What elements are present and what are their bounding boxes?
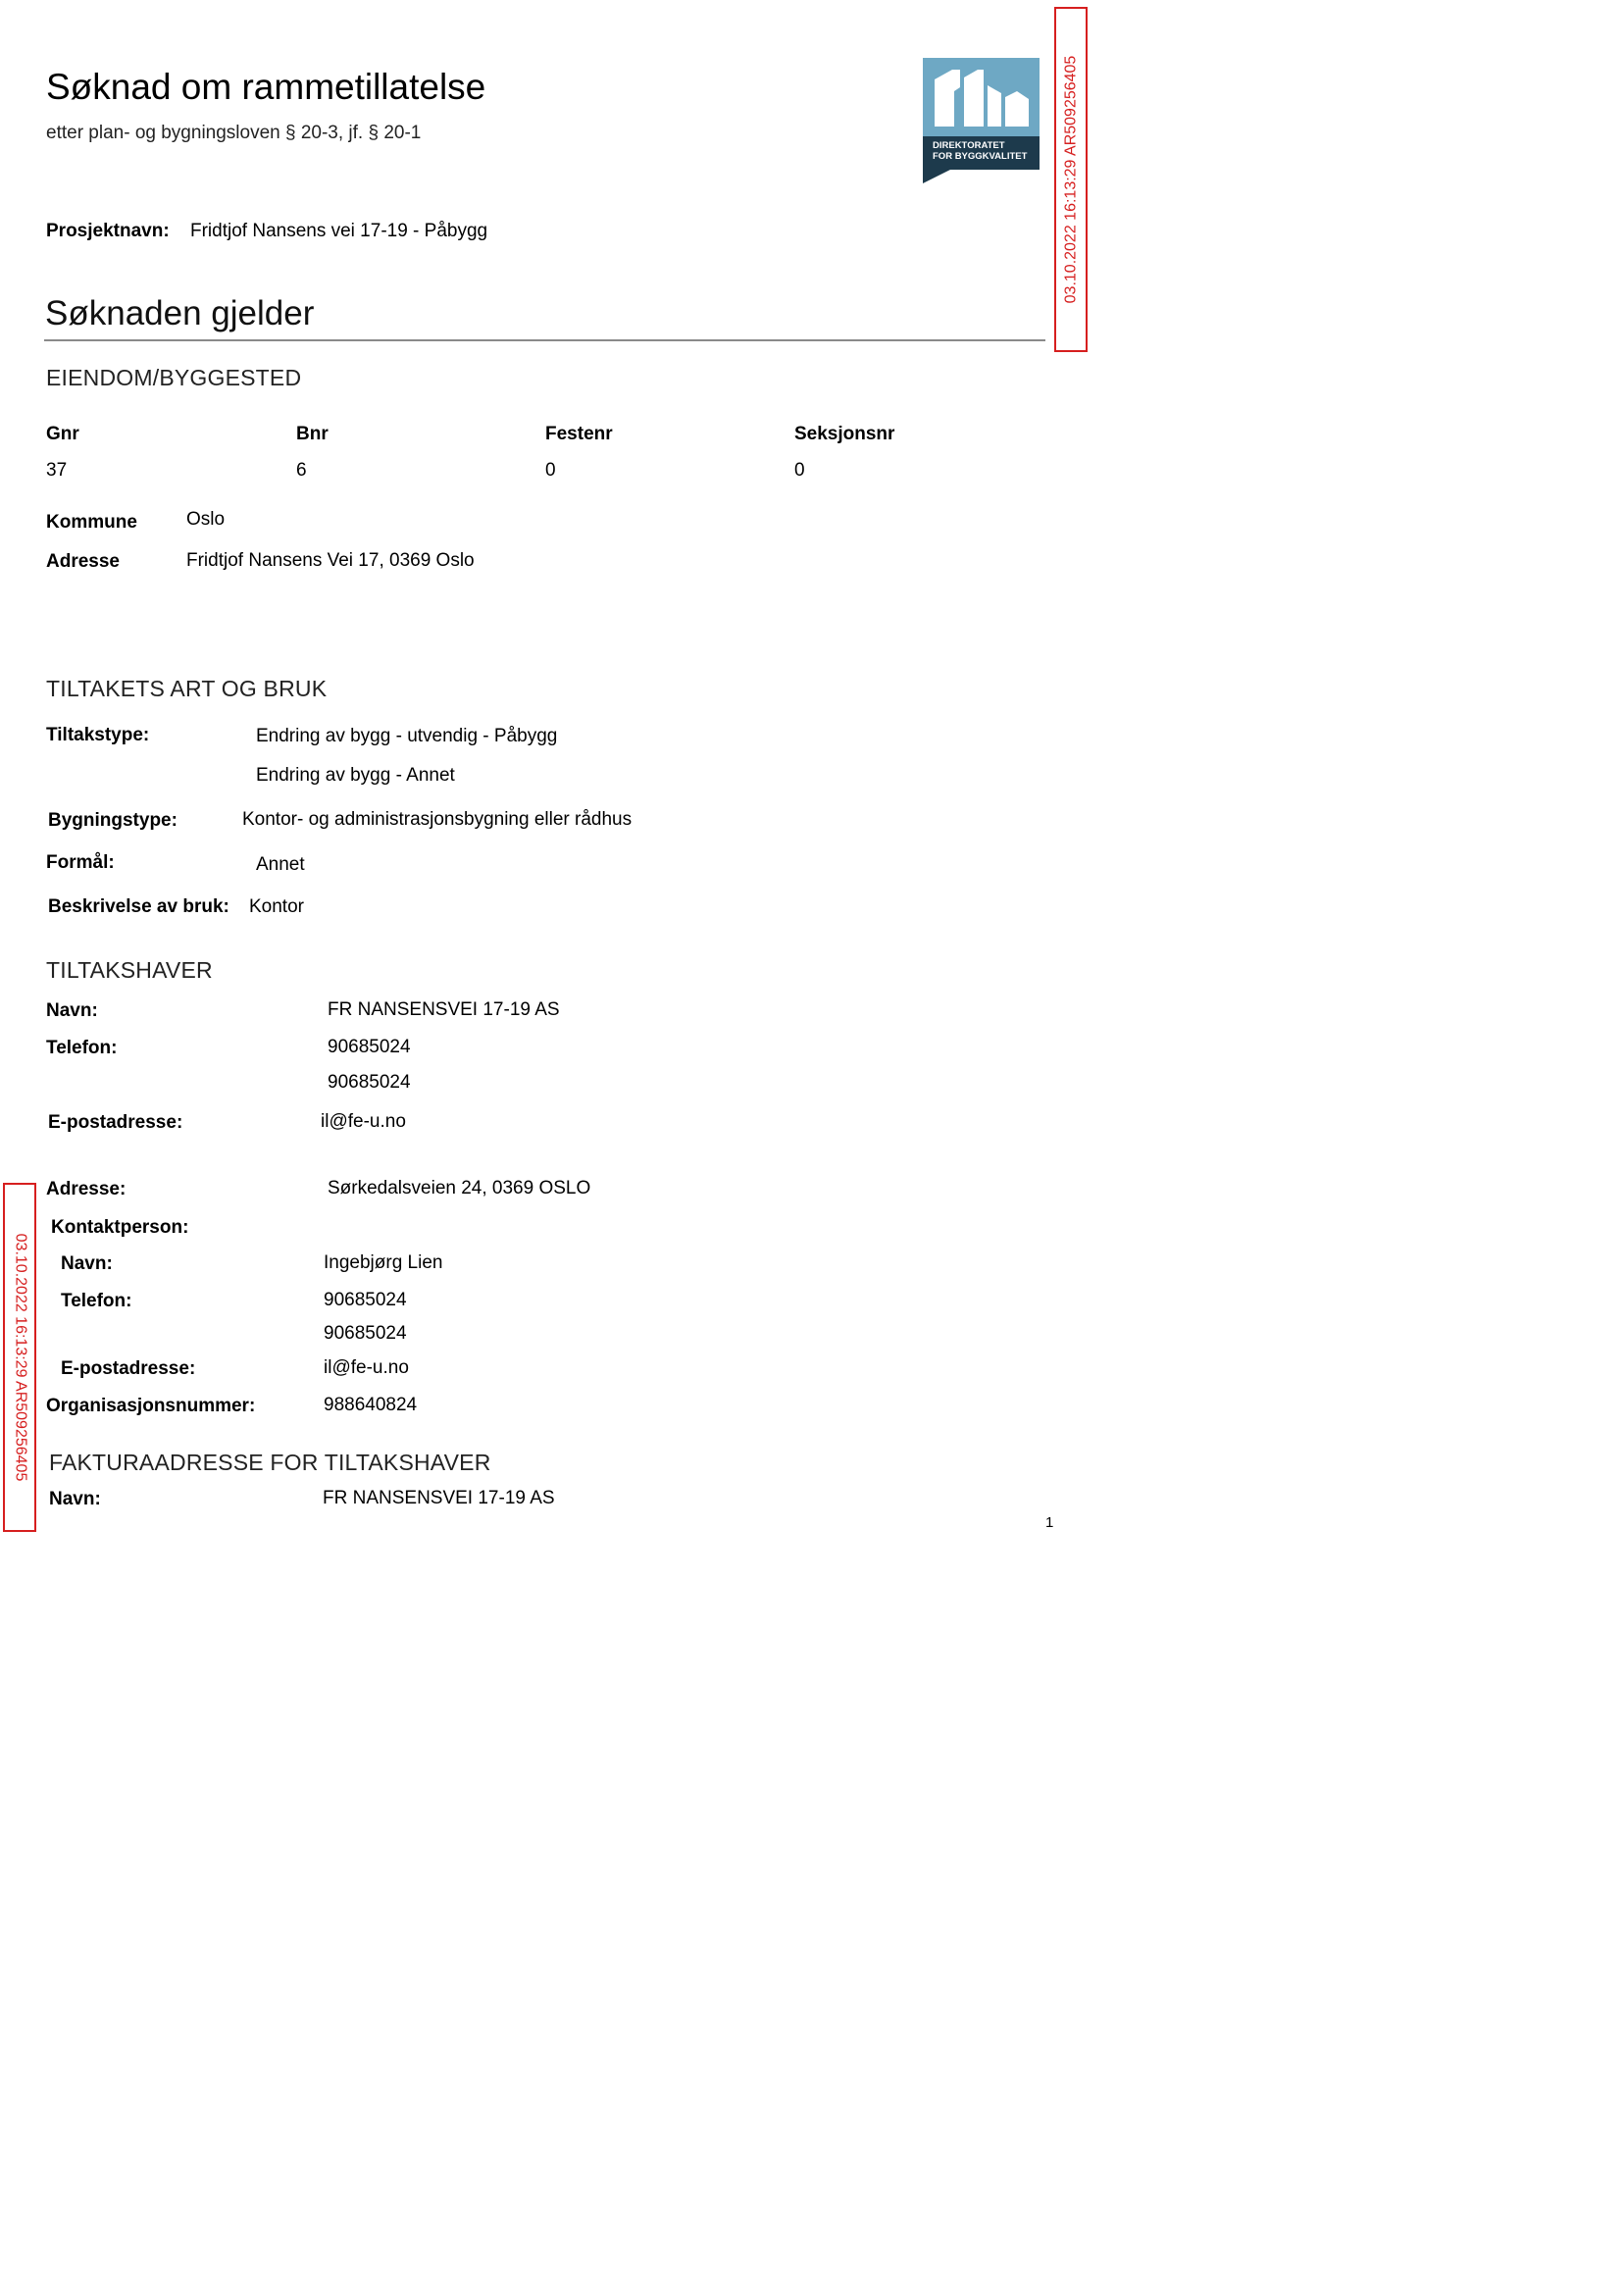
logo-line-1: DIREKTORATET <box>933 140 1005 151</box>
eiendom-heading: EIENDOM/BYGGESTED <box>46 365 302 390</box>
tiltakshaver-telefon-label: Telefon: <box>46 1038 118 1058</box>
logo-text <box>933 140 1027 162</box>
formal-value: Annet <box>256 854 305 875</box>
kontakt-epost-label: E-postadresse: <box>61 1358 196 1379</box>
gnr-value: 37 <box>46 460 68 481</box>
page-number: 1 <box>1045 1514 1054 1531</box>
tiltakstype-label: Tiltakstype: <box>46 725 150 745</box>
logo-line-2: FOR BYGGKVALITET <box>933 151 1028 162</box>
stamp-text: 03.10.2022 16:13:29 AR509256405 <box>1062 55 1079 304</box>
building-icon <box>923 58 1040 136</box>
kontakt-telefon-value-1: 90685024 <box>324 1290 407 1310</box>
logo-graphic <box>923 58 1040 136</box>
adresse-value: Fridtjof Nansens Vei 17, 0369 Oslo <box>186 550 475 571</box>
tiltak-heading: TILTAKETS ART OG BRUK <box>46 676 328 701</box>
kommune-label: Kommune <box>46 512 137 533</box>
adresse-label: Adresse <box>46 551 120 572</box>
project-label: Prosjektnavn: <box>46 221 170 241</box>
kontakt-epost-value: il@fe-u.no <box>324 1357 409 1378</box>
tiltakshaver-adresse-label: Adresse: <box>46 1179 127 1199</box>
tiltakshaver-telefon-value-1: 90685024 <box>328 1037 411 1057</box>
tiltakshaver-adresse-value: Sørkedalsveien 24, 0369 OSLO <box>328 1178 591 1198</box>
section-title: Søknaden gjelder <box>45 294 315 332</box>
kontakt-telefon-value-2: 90685024 <box>324 1323 407 1344</box>
bnr-value: 6 <box>296 460 307 481</box>
tiltakshaver-navn-label: Navn: <box>46 1000 98 1021</box>
festenr-value: 0 <box>545 460 556 481</box>
bygningstype-label: Bygningstype: <box>48 810 178 831</box>
faktura-heading: FAKTURAADRESSE FOR TILTAKSHAVER <box>49 1450 491 1475</box>
kontakt-navn-label: Navn: <box>61 1253 113 1274</box>
tiltakshaver-epost-value: il@fe-u.no <box>321 1111 406 1132</box>
seksjonsnr-label: Seksjonsnr <box>794 424 895 444</box>
tiltakstype-value-2: Endring av bygg - Annet <box>256 765 455 786</box>
document-subtitle: etter plan- og bygningsloven § 20-3, jf. § 20-1 <box>46 123 422 143</box>
festenr-label: Festenr <box>545 424 613 444</box>
tiltakshaver-epost-label: E-postadresse: <box>48 1112 183 1133</box>
orgnr-value: 988640824 <box>324 1395 418 1415</box>
faktura-navn-label: Navn: <box>49 1489 101 1509</box>
kommune-value: Oslo <box>186 509 226 530</box>
project-value: Fridtjof Nansens vei 17-19 - Påbygg <box>190 221 488 241</box>
orgnr-label: Organisasjonsnummer: <box>46 1396 256 1416</box>
gnr-label: Gnr <box>46 424 79 444</box>
kontakt-telefon-label: Telefon: <box>61 1291 132 1311</box>
tiltakshaver-navn-value: FR NANSENSVEI 17-19 AS <box>328 999 560 1020</box>
tiltakshaver-telefon-value-2: 90685024 <box>328 1072 411 1093</box>
bygningstype-value: Kontor- og administrasjonsbygning eller rådhus <box>242 809 633 830</box>
formal-label: Formål: <box>46 852 115 873</box>
tiltakshaver-heading: TILTAKSHAVER <box>46 957 213 983</box>
bnr-label: Bnr <box>296 424 329 444</box>
dibk-logo <box>923 58 1040 183</box>
beskrivelse-value: Kontor <box>249 896 304 917</box>
faktura-navn-value: FR NANSENSVEI 17-19 AS <box>323 1488 555 1508</box>
document-title: Søknad om rammetillatelse <box>46 67 486 107</box>
beskrivelse-label: Beskrivelse av bruk: <box>48 896 229 917</box>
section-divider <box>44 339 1045 341</box>
kontaktperson-label: Kontaktperson: <box>51 1217 189 1238</box>
seksjonsnr-value: 0 <box>794 460 805 481</box>
date-stamp-top <box>1054 7 1088 352</box>
stamp-text: 03.10.2022 16:13:29 AR509256405 <box>12 1233 28 1482</box>
kontakt-navn-value: Ingebjørg Lien <box>324 1252 443 1273</box>
tiltakstype-value-1: Endring av bygg - utvendig - Påbygg <box>256 726 558 746</box>
logo-tail <box>923 170 950 183</box>
date-stamp-side <box>3 1183 36 1532</box>
